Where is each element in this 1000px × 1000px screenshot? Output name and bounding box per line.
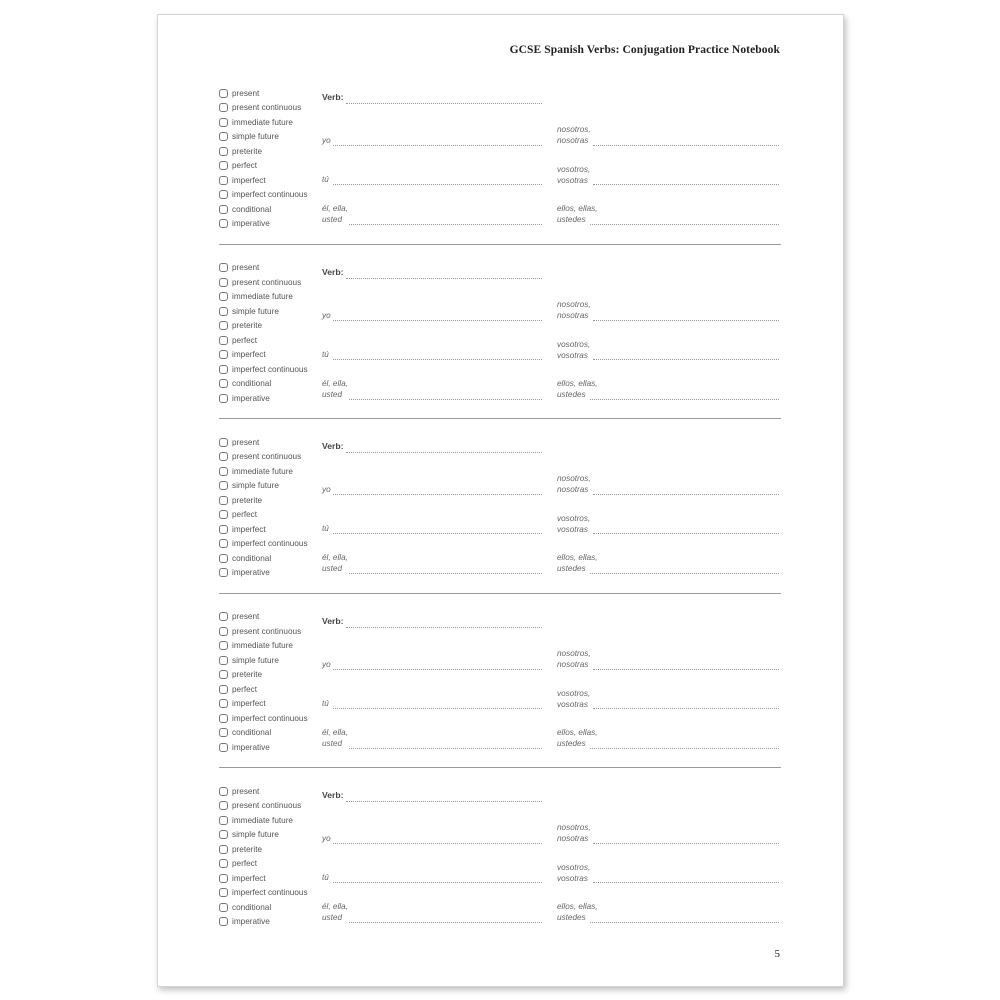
yo-answer-line[interactable] [333,669,542,670]
tense-checkbox[interactable] [219,176,228,185]
pronoun-text: ustedes [557,738,586,748]
tense-option[interactable] [219,86,259,100]
tense-label: simple future [232,655,279,665]
tense-option[interactable] [219,144,262,158]
tense-option[interactable] [219,391,270,405]
pronoun-text: vosotros, [557,339,591,349]
tense-checkbox[interactable] [219,656,228,665]
tense-option[interactable] [219,886,308,900]
el-pronoun-label [322,378,348,400]
pronoun-text: yo [322,310,331,320]
tense-label: imperfect continuous [232,364,308,374]
yo-pronoun-label [322,310,331,321]
verb-input-line[interactable] [346,103,542,104]
tense-label: preterite [232,321,263,330]
tense-option[interactable] [219,900,271,914]
pronoun-text: nosotras [557,659,589,669]
tense-checkbox[interactable] [219,350,228,359]
yo-pronoun-label [322,135,331,146]
tense-checkbox[interactable] [219,292,228,301]
tense-label: preterite [232,495,263,505]
pronoun-text: ustedes [557,913,586,922]
tu-pronoun-label [322,174,329,185]
tense-checkbox[interactable] [219,888,228,897]
tense-checkbox[interactable] [219,307,228,316]
tense-checkbox[interactable] [219,670,228,679]
pronoun-text: vosotras [557,699,588,709]
tense-label: conditional [232,553,272,563]
tense-checkbox[interactable] [219,190,228,199]
tense-checkbox[interactable] [219,132,228,141]
tense-option[interactable] [219,799,301,813]
tense-option[interactable] [219,784,259,798]
tense-checkbox[interactable] [219,438,228,447]
tense-checkbox[interactable] [219,816,228,825]
nosotros-pronoun-label [557,124,591,146]
pronoun-text: nosotros, [557,474,591,483]
tense-label: imperfect continuous [232,190,308,199]
pronoun-text: usted [322,913,343,922]
pronoun-text: él, ella, [322,553,348,562]
pronoun-text: ellos, ellas, [557,204,598,213]
pronoun-text: él, ella, [322,378,348,388]
tu-answer-line[interactable] [333,882,542,883]
nosotros-answer-line[interactable] [593,145,779,146]
tense-option[interactable] [219,537,308,551]
pronoun-text: ellos, ellas, [557,727,598,737]
tense-option[interactable] [219,682,257,696]
practice-section [219,593,781,769]
tense-label: perfect [232,859,258,868]
tense-option[interactable] [219,202,271,216]
tense-label: conditional [232,379,272,388]
tense-checkbox[interactable] [219,859,228,868]
tense-label: immediate future [232,466,293,476]
pronoun-text: yo [322,659,331,669]
tense-checkbox[interactable] [219,147,228,156]
tense-checkbox[interactable] [219,554,228,563]
tense-label: preterite [232,146,263,156]
tu-pronoun-label [322,698,329,709]
yo-answer-line[interactable] [333,145,542,146]
tense-label: conditional [232,204,272,214]
tense-checkbox[interactable] [219,743,228,752]
tense-label: imperative [232,219,270,228]
ellos-answer-line[interactable] [590,399,779,400]
pronoun-text: nosotros, [557,648,591,658]
pronoun-text: vosotros, [557,688,591,698]
tense-label: present [232,263,260,272]
tense-option[interactable] [219,362,308,376]
tense-option[interactable] [219,740,270,754]
tense-checkbox[interactable] [219,699,228,708]
el-answer-line[interactable] [349,224,542,225]
pronoun-text: ustedes [557,389,586,399]
tense-option[interactable] [219,159,257,173]
pronoun-text: vosotros, [557,165,591,174]
ellos-pronoun-label [557,901,598,923]
tense-label: present continuous [232,801,302,810]
pronoun-text: vosotras [557,176,588,185]
vosotros-answer-line[interactable] [593,359,779,360]
pronoun-text: tú [322,175,329,184]
tense-option[interactable] [219,115,293,129]
tense-option[interactable] [219,333,257,347]
pronoun-text: vosotros, [557,863,591,872]
pronoun-text: vosotros, [557,514,591,523]
pronoun-text: vosotras [557,350,588,360]
tense-checkbox[interactable] [219,118,228,127]
tense-option[interactable] [219,639,293,653]
tense-label: simple future [232,830,279,839]
vosotros-pronoun-label [557,688,590,710]
pronoun-text: ustedes [557,215,586,224]
practice-section [219,244,781,420]
tense-option[interactable] [219,915,270,929]
tense-label: simple future [232,481,279,490]
tense-checkbox[interactable] [219,510,228,519]
pronoun-text: usted [322,738,343,748]
pronoun-text: usted [322,215,343,224]
tense-checkbox[interactable] [219,641,228,650]
tense-option[interactable] [219,726,271,740]
nosotros-answer-line[interactable] [593,843,779,844]
tense-option[interactable] [219,188,308,202]
tense-checkbox[interactable] [219,205,228,214]
tense-label: perfect [232,161,258,170]
tu-pronoun-label [322,872,329,883]
tense-option[interactable] [219,173,266,187]
pronoun-text: tú [322,873,329,882]
tense-label: simple future [232,306,279,316]
tense-checkbox[interactable] [219,89,228,98]
pronoun-text: tú [322,349,329,359]
tense-option[interactable] [219,711,308,725]
tense-option[interactable] [219,857,257,871]
notebook-page [157,14,844,987]
tense-option[interactable] [219,871,266,885]
pronoun-text: nosotras [557,310,589,320]
tense-label: immediate future [232,292,293,301]
tense-label: present continuous [232,626,302,636]
tense-label: present continuous [232,103,302,112]
yo-pronoun-label [322,484,331,495]
tense-option[interactable] [219,493,262,507]
tu-answer-line[interactable] [333,359,542,360]
practice-section [219,767,781,942]
page-number: 5 [774,948,780,960]
tense-checkbox[interactable] [219,627,228,636]
pronoun-text: nosotros, [557,125,591,134]
tense-checkbox[interactable] [219,612,228,621]
vosotros-answer-line[interactable] [593,533,779,534]
tense-label: present continuous [232,452,302,461]
tense-option[interactable] [219,828,279,842]
tense-label: imperfect [232,873,266,883]
el-answer-line[interactable] [349,573,542,574]
tense-label: imperative [232,917,270,926]
pronoun-text: vosotras [557,874,588,883]
pronoun-text: nosotras [557,136,589,145]
yo-pronoun-label [322,833,331,844]
vosotros-pronoun-label [557,513,590,535]
yo-answer-line[interactable] [333,494,542,495]
tense-option[interactable] [219,697,266,711]
tu-answer-line[interactable] [333,533,542,534]
tense-checkbox[interactable] [219,539,228,548]
pronoun-text: vosotras [557,525,588,534]
tense-checkbox[interactable] [219,263,228,272]
ellos-pronoun-label [557,727,598,749]
vosotros-answer-line[interactable] [593,184,779,185]
pronoun-text: ellos, ellas, [557,553,598,562]
tense-option[interactable] [219,450,301,464]
tense-option[interactable] [219,610,259,624]
tense-checkbox[interactable] [219,321,228,330]
pronoun-text: yo [322,834,331,843]
vosotros-answer-line[interactable] [593,882,779,883]
tense-label: preterite [232,844,263,854]
tense-checkbox[interactable] [219,787,228,796]
tense-checkbox[interactable] [219,394,228,403]
tense-option[interactable] [219,319,262,333]
tense-label: immediate future [232,117,293,127]
tense-option[interactable] [219,275,301,289]
verb-label: Verb: [322,266,344,277]
tense-label: imperative [232,568,270,577]
tu-pronoun-label [322,349,329,360]
tense-option[interactable] [219,842,262,856]
pronoun-text: ellos, ellas, [557,902,598,911]
ellos-answer-line[interactable] [590,573,779,574]
verb-label: Verb: [322,615,344,626]
el-answer-line[interactable] [349,399,542,400]
page-title: GCSE Spanish Verbs: Conjugation Practice Notebook [509,44,780,56]
verb-input-line[interactable] [346,452,542,453]
tense-option[interactable] [219,130,279,144]
pronoun-text: él, ella, [322,204,348,213]
tense-checkbox[interactable] [219,336,228,345]
practice-section [219,418,781,594]
tense-option[interactable] [219,290,293,304]
tense-checkbox[interactable] [219,685,228,694]
tense-label: present [232,612,260,621]
yo-answer-line[interactable] [333,320,542,321]
tense-checkbox[interactable] [219,467,228,476]
tense-option[interactable] [219,217,270,231]
tense-label: imperative [232,393,270,403]
tense-checkbox[interactable] [219,103,228,112]
tense-option[interactable] [219,566,270,580]
tense-checkbox[interactable] [219,903,228,912]
vosotros-pronoun-label [557,862,590,884]
vosotros-pronoun-label [557,339,590,361]
tense-label: imperfect [232,699,266,708]
tense-label: preterite [232,670,263,679]
tense-label: present [232,786,260,796]
ellos-answer-line[interactable] [590,748,779,749]
pronoun-text: ellos, ellas, [557,378,598,388]
el-answer-line[interactable] [349,748,542,749]
pronoun-text: yo [322,485,331,494]
tense-checkbox[interactable] [219,481,228,490]
tense-label: immediate future [232,641,293,650]
tense-label: conditional [232,728,272,737]
tense-checkbox[interactable] [219,830,228,839]
tense-checkbox[interactable] [219,452,228,461]
pronoun-text: ustedes [557,564,586,573]
nosotros-answer-line[interactable] [593,669,779,670]
tense-checkbox[interactable] [219,219,228,228]
tense-label: imperfect continuous [232,713,308,723]
pronoun-text: usted [322,564,343,573]
pronoun-text: tú [322,524,329,533]
tense-option[interactable] [219,508,257,522]
tense-option[interactable] [219,101,301,115]
pronoun-text: nosotros, [557,299,591,309]
tense-checkbox[interactable] [219,874,228,883]
practice-section [219,69,781,245]
tu-pronoun-label [322,523,329,534]
pronoun-text: él, ella, [322,727,348,737]
ellos-pronoun-label [557,552,598,574]
tense-label: present continuous [232,277,302,287]
pronoun-text: usted [322,389,343,399]
tense-option[interactable] [219,304,279,318]
tense-checkbox[interactable] [219,379,228,388]
tense-option[interactable] [219,261,259,275]
tense-label: present [232,88,260,98]
tense-checkbox[interactable] [219,525,228,534]
nosotros-answer-line[interactable] [593,320,779,321]
tense-option[interactable] [219,464,293,478]
pronoun-text: nosotras [557,485,589,494]
pronoun-text: tú [322,698,329,708]
nosotros-answer-line[interactable] [593,494,779,495]
pronoun-text: nosotras [557,834,589,843]
tense-checkbox[interactable] [219,917,228,926]
tense-label: imperfect [232,350,266,359]
tense-label: present [232,437,260,447]
tense-checkbox[interactable] [219,801,228,810]
el-pronoun-label [322,552,348,574]
tu-answer-line[interactable] [333,708,542,709]
tense-option[interactable] [219,624,301,638]
tense-option[interactable] [219,479,279,493]
tense-label: imperfect continuous [232,888,308,897]
nosotros-pronoun-label [557,822,591,844]
tense-checkbox[interactable] [219,845,228,854]
ellos-pronoun-label [557,203,598,225]
el-pronoun-label [322,727,348,749]
tense-label: conditional [232,902,272,912]
tense-option[interactable] [219,435,259,449]
tense-label: imperfect [232,175,266,185]
tense-checkbox[interactable] [219,714,228,723]
tense-label: imperfect continuous [232,539,308,548]
tu-answer-line[interactable] [333,184,542,185]
tense-option[interactable] [219,653,279,667]
pronoun-text: yo [322,136,331,145]
yo-answer-line[interactable] [333,843,542,844]
verb-input-line[interactable] [346,278,542,279]
tense-checkbox[interactable] [219,568,228,577]
verb-label: Verb: [322,441,344,451]
vosotros-answer-line[interactable] [593,708,779,709]
tense-label: perfect [232,335,258,345]
verb-label: Verb: [322,92,344,102]
tense-checkbox[interactable] [219,161,228,170]
tense-checkbox[interactable] [219,365,228,374]
vosotros-pronoun-label [557,164,590,186]
el-pronoun-label [322,203,348,225]
tense-label: perfect [232,684,258,694]
tense-checkbox[interactable] [219,278,228,287]
tense-option[interactable] [219,377,271,391]
tense-option[interactable] [219,348,266,362]
tense-option[interactable] [219,551,271,565]
tense-label: simple future [232,132,279,141]
tense-checkbox[interactable] [219,496,228,505]
tense-option[interactable] [219,813,293,827]
pronoun-text: él, ella, [322,902,348,911]
nosotros-pronoun-label [557,299,591,321]
tense-checkbox[interactable] [219,728,228,737]
tense-option[interactable] [219,668,262,682]
nosotros-pronoun-label [557,648,591,670]
el-answer-line[interactable] [349,922,542,923]
tense-option[interactable] [219,522,266,536]
nosotros-pronoun-label [557,473,591,495]
pronoun-text: nosotros, [557,823,591,832]
ellos-pronoun-label [557,378,598,400]
ellos-answer-line[interactable] [590,224,779,225]
tense-label: perfect [232,510,258,519]
tense-label: immediate future [232,815,293,825]
verb-input-line[interactable] [346,627,542,628]
verb-label: Verb: [322,790,344,800]
verb-input-line[interactable] [346,801,542,802]
el-pronoun-label [322,901,348,923]
tense-label: imperative [232,742,270,752]
tense-label: imperfect [232,524,266,534]
ellos-answer-line[interactable] [590,922,779,923]
yo-pronoun-label [322,659,331,670]
